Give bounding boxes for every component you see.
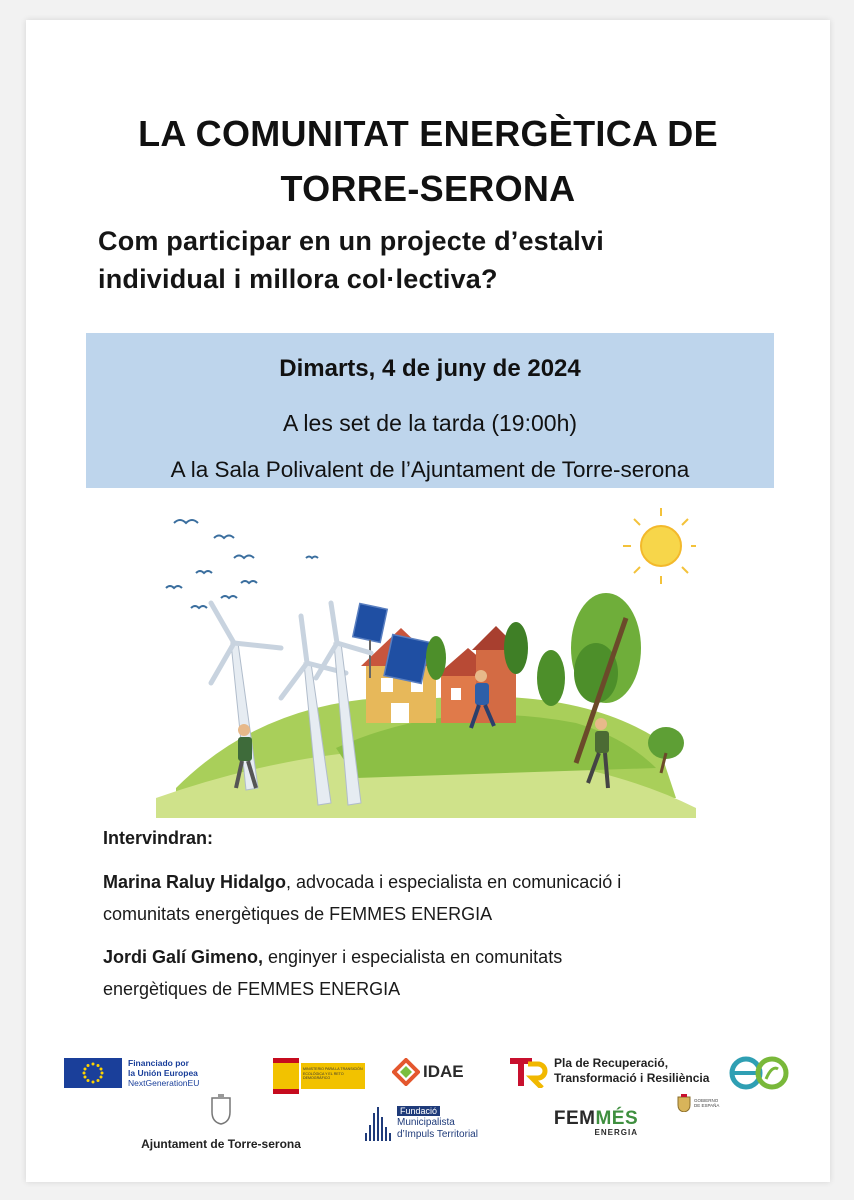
idae-mark-icon	[392, 1058, 420, 1086]
tr-mark-icon	[508, 1054, 548, 1088]
speaker-1-line-1	[103, 872, 621, 893]
event-time: A les set de la tarda (19:00h)	[282, 410, 578, 436]
solar-panel-icon	[353, 603, 430, 683]
poster	[26, 20, 830, 1182]
eu-text-line-1: Financiado por	[128, 1058, 189, 1068]
eu-text-line-3: NextGenerationEU	[128, 1078, 200, 1088]
gobierno-line-1: GOBIERNO	[694, 1097, 719, 1103]
eu-text	[128, 1058, 199, 1088]
recovery-plan-line-2: Transformació i Resiliència	[554, 1071, 710, 1085]
femmes-wordmark	[536, 1108, 656, 1130]
fundacio-line-3: d’Impuls Territorial	[397, 1128, 478, 1140]
bird-icon	[166, 520, 318, 608]
femmes-part-1: FEM	[553, 1108, 596, 1129]
ministry-text: MINISTERIO PARA LA TRANSICIÓN ECOLÓGICA Y EL RETO DEMOGRÁFICO	[301, 1063, 365, 1089]
fundacio-line-2: Municipalista	[397, 1117, 455, 1129]
spain-flag-icon	[273, 1058, 299, 1094]
speaker-1-name: Marina Raluy Hidalgo	[103, 872, 287, 892]
subtitle-line-2: individual i millora col·lectiva?	[98, 264, 498, 294]
eco-mark-icon	[728, 1055, 792, 1091]
fundacio-logo	[363, 1103, 478, 1143]
subtitle-line-1: Com participar en un projecte d’estalvi	[98, 226, 604, 256]
fundacio-mark-icon	[363, 1103, 393, 1143]
event-info-box	[86, 333, 774, 488]
femmes-sub: ENERGIA	[594, 1128, 638, 1137]
speaker-1-desc-1: , advocada i especialista en comunicació i	[286, 872, 622, 892]
eu-flag-icon	[64, 1058, 122, 1088]
speakers-heading: Intervindran:	[103, 828, 214, 848]
ajuntament-logo	[126, 1094, 316, 1151]
sun-icon	[623, 508, 696, 584]
poster-title-line-2: TORRE-SERONA	[280, 168, 576, 209]
gobierno-logo	[676, 1094, 719, 1112]
fundacio-tag: Fundació	[397, 1106, 440, 1116]
spain-coat-of-arms-icon	[676, 1094, 692, 1112]
femmes-part-2: MÉS	[595, 1108, 639, 1129]
renewable-energy-illustration	[156, 498, 696, 818]
recovery-plan-logo	[508, 1054, 709, 1088]
femmes-energia-logo	[536, 1108, 656, 1137]
idae-logo	[392, 1058, 464, 1086]
eu-logo	[64, 1058, 199, 1088]
ajuntament-text: Ajuntament de Torre-serona	[141, 1137, 301, 1151]
coat-of-arms-icon	[210, 1094, 232, 1126]
fundacio-text	[397, 1106, 478, 1141]
ministry-logo	[273, 1058, 365, 1094]
gobierno-text	[694, 1098, 719, 1109]
idae-text: IDAE	[423, 1062, 464, 1081]
speaker-2-line-1	[103, 947, 562, 968]
speaker-2-desc-2: energètiques de FEMMES ENERGIA	[103, 979, 401, 999]
poster-title-line-1: LA COMUNITAT ENERGÈTICA DE	[138, 113, 718, 154]
recovery-plan-line-1: Pla de Recuperació,	[554, 1056, 669, 1070]
eco-logo	[728, 1055, 792, 1096]
gobierno-line-2: DE ESPAÑA	[694, 1103, 720, 1108]
speaker-1-desc-2: comunitats energètiques de FEMMES ENERGIA	[103, 904, 493, 924]
event-place: A la Sala Polivalent de l’Ajuntament de Torre-serona	[170, 457, 690, 482]
event-date: Dimarts, 4 de juny de 2024	[279, 355, 581, 382]
speaker-2-name: Jordi Galí Gimeno,	[103, 947, 264, 967]
recovery-plan-text	[554, 1056, 709, 1086]
speaker-2-desc-1: enginyer i especialista en comunitats	[263, 947, 563, 967]
eu-text-line-2: la Unión Europea	[128, 1068, 198, 1078]
